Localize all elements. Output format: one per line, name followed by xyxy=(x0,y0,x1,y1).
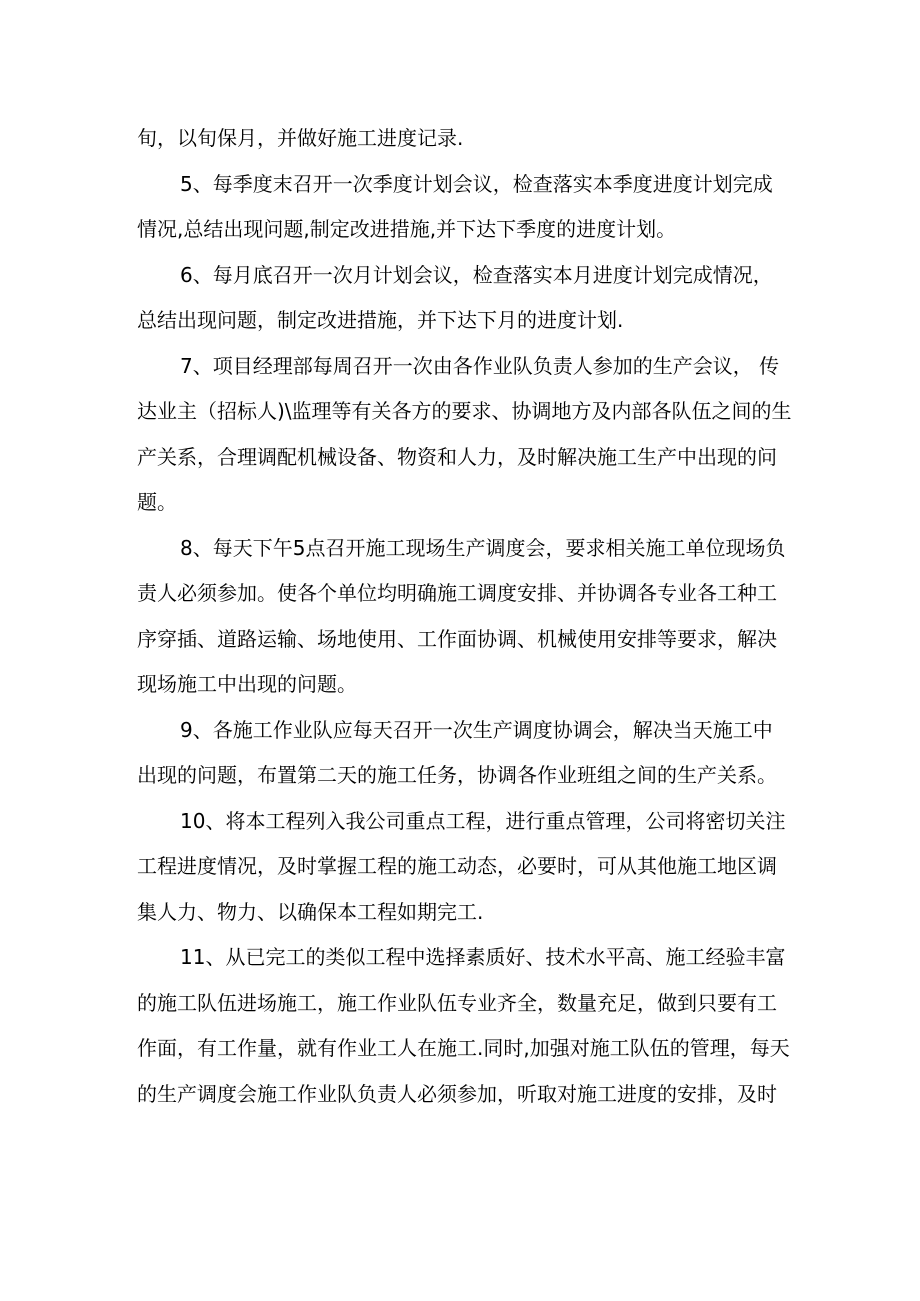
text-line: 现场施工中出现的问题。 xyxy=(137,672,357,696)
text-line: 序穿插、道路运输、场地使用、工作面协调、机械使用安排等要求，解决 xyxy=(137,626,777,651)
text-line: 出现的问题，布置第二天的施工任务，协调各作业班组之间的生产关系。 xyxy=(137,763,777,787)
paragraph-item-6 xyxy=(137,253,797,344)
text-line: 的施工队伍进场施工，施工作业队伍专业齐全，数量充足，做到只要有工 xyxy=(137,990,777,1015)
paragraph-item-10 xyxy=(137,799,797,936)
text-line: 10、将本工程列入我公司重点工程，进行重点管理，公司将密切关注 xyxy=(180,808,786,833)
text-line: 产关系，合理调配机械设备、物资和人力，及时解决施工生产中出现的问 xyxy=(137,444,777,469)
text-line: 工程进度情况，及时掌握工程的施工动态，必要时，可从其他施工地区调 xyxy=(137,854,777,878)
text-line: 集人力、物力、以确保本工程如期完工. xyxy=(137,899,484,924)
paragraph-item-11 xyxy=(137,935,797,1117)
text-line: 5、每季度末召开一次季度计划会议，检查落实本季度进度计划完成 xyxy=(180,171,773,196)
text-line: 总结出现问题，制定改进措施，并下达下月的进度计划. xyxy=(137,308,624,332)
paragraph-item-5 xyxy=(137,162,797,253)
text-line: 9、各施工作业队应每天召开一次生产调度协调会，解决当天施工中 xyxy=(180,717,773,742)
text-line: 作面，有工作量，就有作业工人在施工.同时,加强对施工队伍的管理，每天 xyxy=(137,1036,790,1060)
text-line: 11、从已完工的类似工程中选择素质好、技术水平高、施工经验丰富 xyxy=(180,945,786,969)
text-line: 情况,总结出现问题,制定改进措施,并下达下季度的进度计划。 xyxy=(137,217,677,241)
text-line: 责人必须参加。使各个单位均明确施工调度安排、并协调各专业各工种工 xyxy=(137,581,777,605)
text-line: 6、每月底召开一次月计划会议，检查落实本月进度计划完成情况， xyxy=(180,262,773,287)
paragraph-item-8 xyxy=(137,526,797,708)
paragraph-continuation xyxy=(137,116,797,162)
text-line: 7、项目经理部每周召开一次由各作业队负责人参加的生产会议， 传 xyxy=(180,353,780,378)
document-body xyxy=(137,116,797,1117)
text-line: 的生产调度会施工作业队负责人必须参加，听取对施工进度的安排，及时 xyxy=(137,1081,777,1106)
text-line: 8、每天下午5点召开施工现场生产调度会，要求相关施工单位现场负 xyxy=(180,535,786,560)
text-line: 旬，以旬保月，并做好施工进度记录. xyxy=(137,126,464,150)
text-line: 达业主（招标人)\监理等有关各方的要求、协调地方及内部各队伍之间的生 xyxy=(137,399,792,423)
paragraph-item-7 xyxy=(137,344,797,526)
paragraph-item-9 xyxy=(137,708,797,799)
text-line: 题。 xyxy=(137,490,177,514)
